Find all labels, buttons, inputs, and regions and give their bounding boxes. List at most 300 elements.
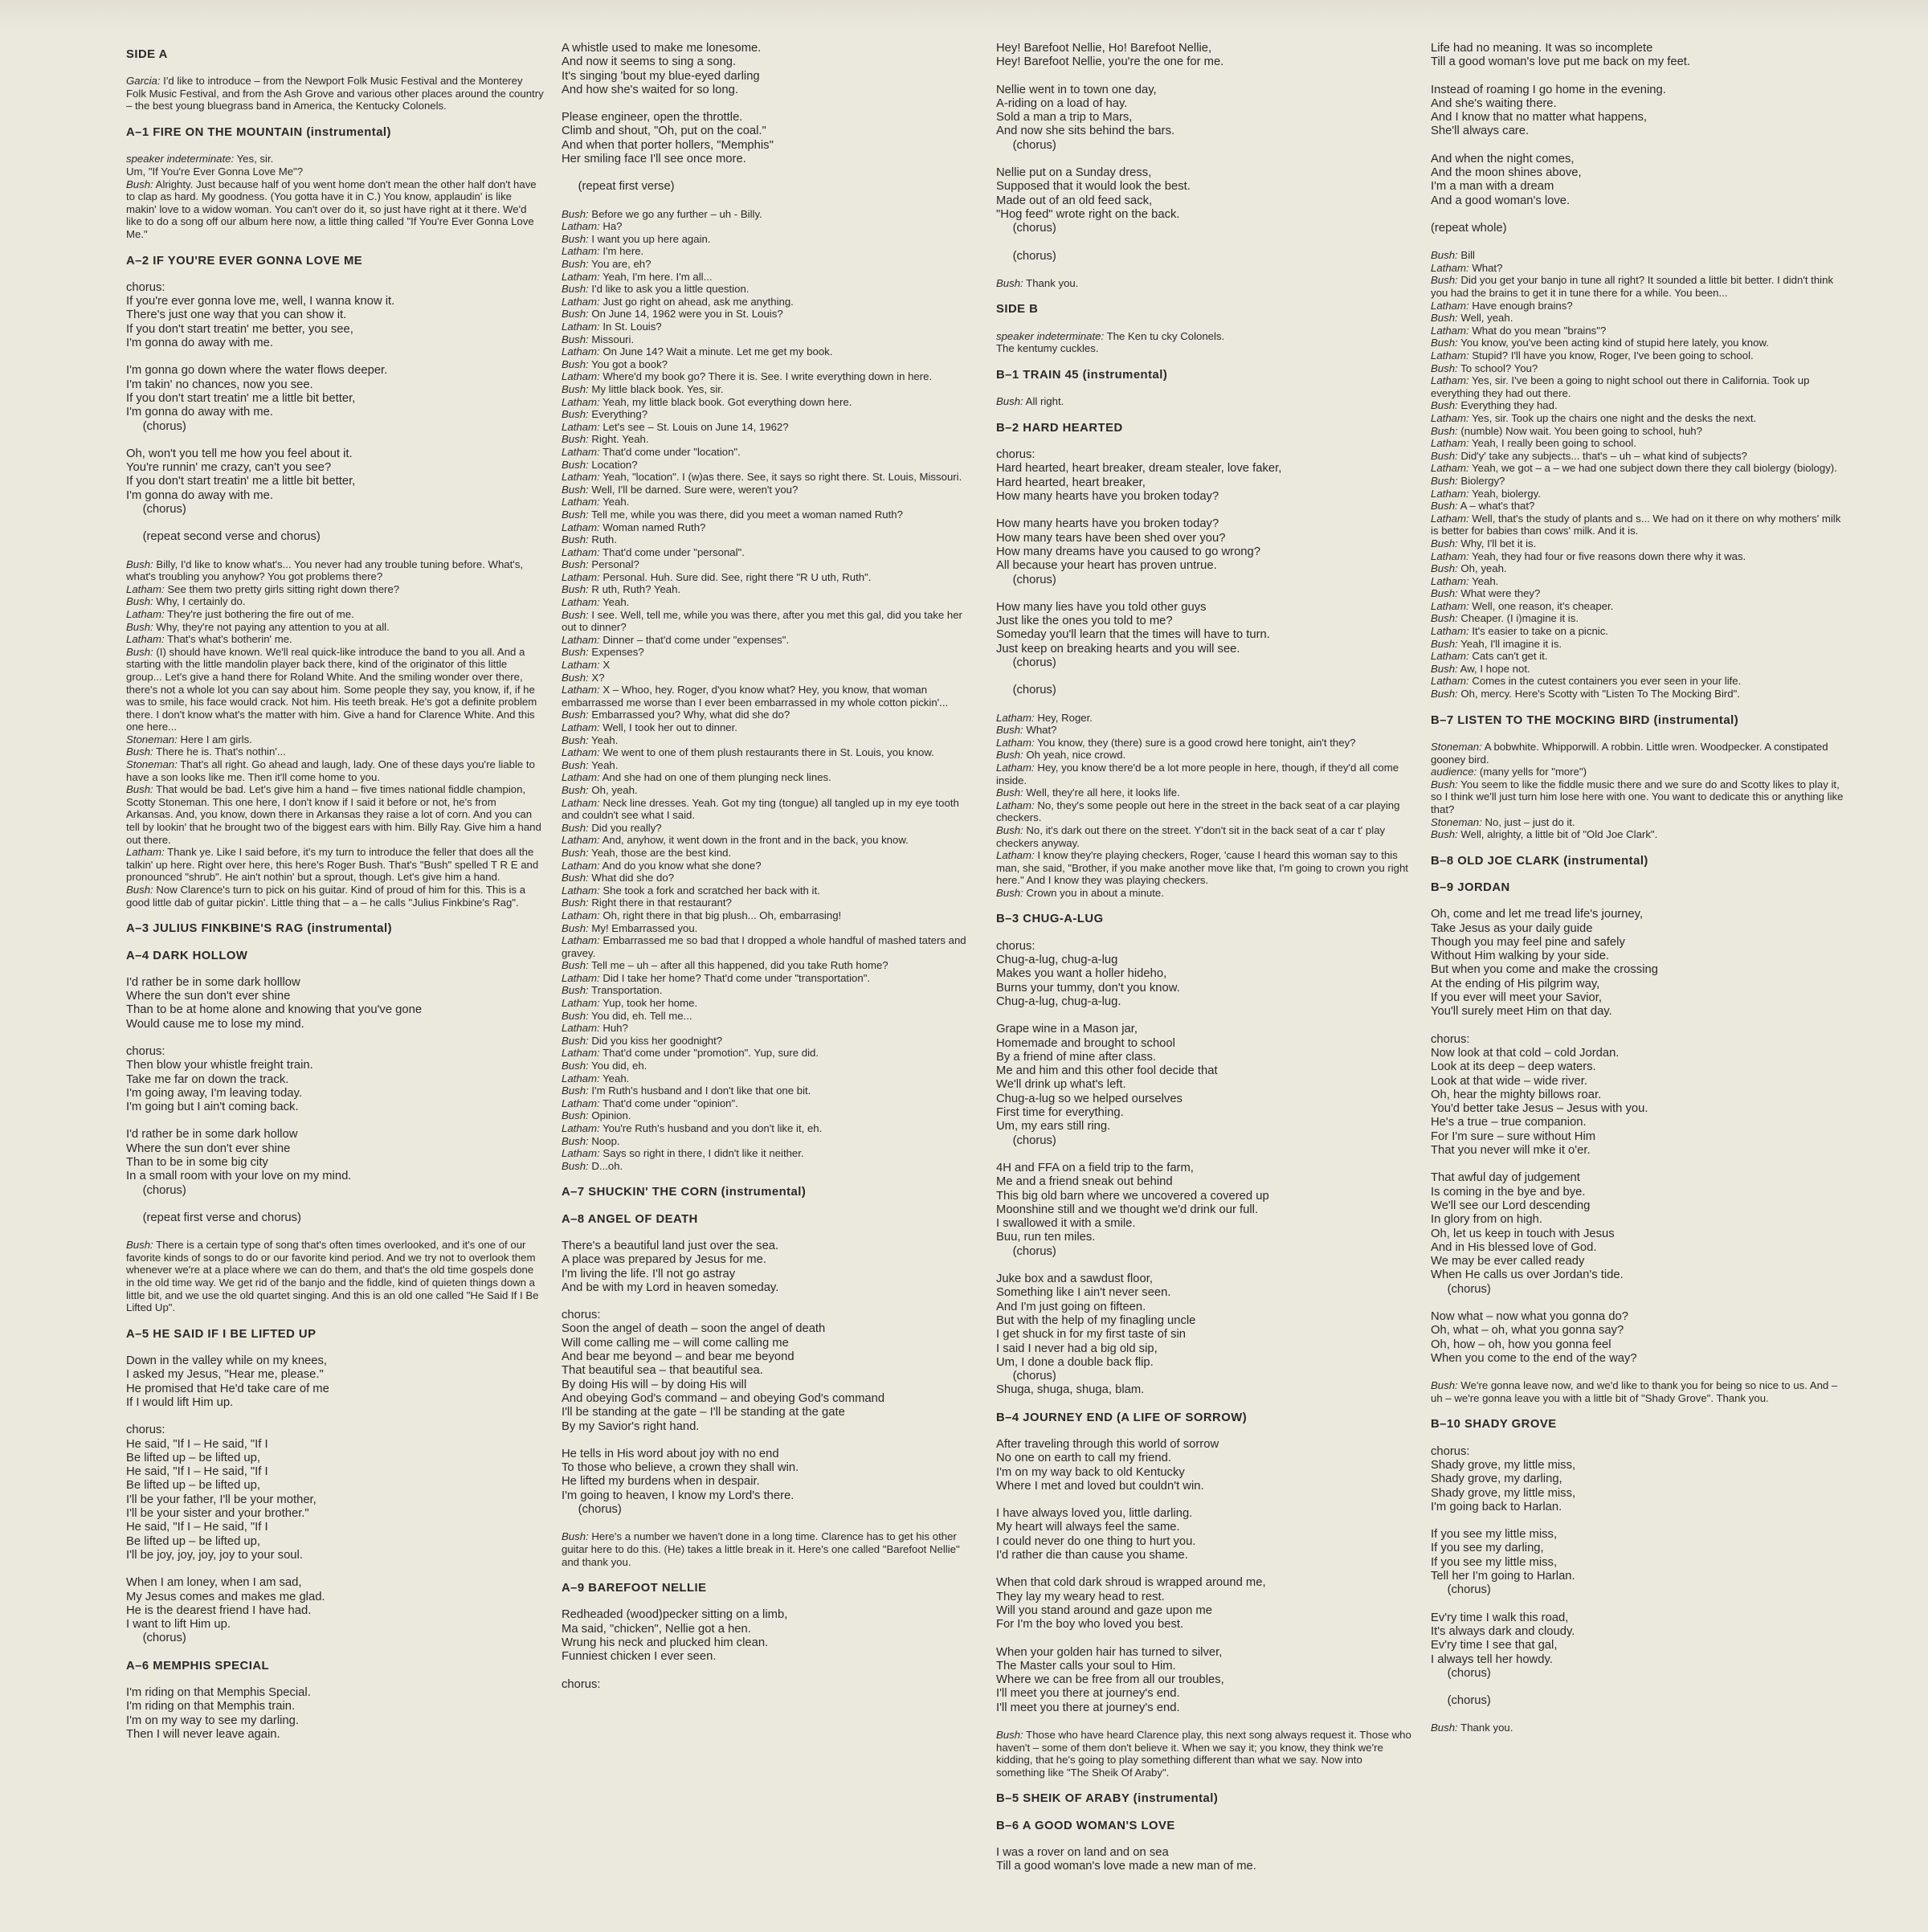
dialogue-text: Yeah, I'll imagine it is. [1457, 637, 1562, 650]
speaker-name: Latham: [562, 1122, 600, 1135]
dialogue-line [996, 712, 1414, 725]
dialogue-text: Hey, you know there'd be a lot more people in here, though, if they'd all come inside. [996, 761, 1402, 786]
dialogue-line [562, 897, 979, 909]
speaker-name: Stoneman: [1431, 740, 1482, 753]
speaker-name: Bush: [1431, 474, 1458, 487]
lyric-block: I'm riding on that Memphis Special. I'm riding on that Memphis train. I'm on my way to see my darling. Then I will never leave again. [126, 1686, 311, 1741]
dialogue-line [1431, 300, 1848, 312]
dialogue-text: There is a certain type of song that's often times overlooked, and it's one of our favorite kinds of songs to do or our favorite kind period. And we try not to overlook them whenever we're at a place where we can do them, and that's the old time gospels done in the old time way. We get rid of the banjo and the fiddle, kind of quieten things down a little bit, and we use the old quartet singing. And this is an old one called "He Said If I Be Lifted Up". [126, 1239, 542, 1314]
dialogue-text: Crown you in about a minute. [1023, 886, 1164, 899]
speaker-name: Bush: [1431, 1379, 1458, 1392]
dialogue-line [562, 1060, 979, 1072]
section-heading: B–2 HARD HEARTED [996, 421, 1123, 435]
lyric-block: I have always loved you, little darling. My heart will always feel the same. I could never do one thing to hurt you. I'd rather die than cause you shame. [996, 1507, 1196, 1562]
dialogue-text: Tell me, while you was there, did you meet a woman named Ruth? [588, 508, 903, 521]
dialogue-line [1431, 600, 1848, 613]
speaker-name: Bush: [126, 558, 153, 570]
speaker-name: Latham: [1431, 462, 1469, 475]
lyric-block: chorus: Chug-a-lug, chug-a-lug Makes you want a holler hideho, Burns your tummy, don't you know. Chug-a-lug, chug-a-lug. [996, 939, 1180, 1008]
speaker-name: Latham: [126, 607, 165, 620]
section-heading: B–5 SHEIK OF ARABY (instrumental) [996, 1792, 1219, 1806]
lyric-block: When your golden hair has turned to silver, The Master calls your soul to Him. Where we can be free from all our troubles, I'll meet you there at journey's end. I'll meet you there at journey's end. [996, 1645, 1224, 1714]
dialogue-line [562, 258, 979, 271]
speaker-name: Bush: [562, 382, 589, 395]
dialogue-text: Oh yeah, nice crowd. [1023, 749, 1126, 762]
dialogue-line [1431, 500, 1848, 513]
speaker-name: Latham: [562, 420, 600, 433]
dialogue-line [562, 245, 979, 258]
lyric-block: (repeat first verse) [562, 180, 675, 194]
dialogue-line [562, 358, 979, 371]
speaker-name: Bush: [562, 897, 589, 909]
dialogue-line [1431, 741, 1848, 766]
dialogue-line [562, 484, 979, 496]
speaker-name: audience: [1431, 766, 1477, 778]
dialogue-text: Thank ye. Like I said before, it's my turn to introduce the feller that does all the talkin' up here. Right over here, this here's Roger Bush. That's "Bush" spelled T R E and pronounced "shrub". He ain't nothin' but a sprout, though. Let's give him a hand. [126, 846, 541, 884]
speaker-name: Latham: [562, 345, 600, 358]
dialogue-line [562, 283, 979, 296]
dialogue-line [126, 558, 544, 583]
dialogue-text: The Ken tu cky Colonels. The kentumy cuckles. [996, 329, 1225, 355]
dialogue-line [562, 583, 979, 596]
speaker-name: Latham: [562, 295, 600, 308]
dialogue-text: Ha? [599, 220, 623, 233]
speaker-name: Bush: [126, 595, 153, 608]
dialogue-text: Stupid? I'll have you know, Roger, I've been going to school. [1468, 349, 1754, 362]
column-1 [126, 42, 547, 1755]
dialogue-line [1431, 475, 1848, 488]
dialogue-line [562, 847, 979, 860]
lyric-block: When that cold dark shroud is wrapped around me, They lay my weary head to rest. Will you stand around and gaze upon me For I'm the boy who loved you best. [996, 1576, 1266, 1632]
dialogue-line [1431, 778, 1848, 816]
dialogue-line [562, 759, 979, 772]
dialogue-line [1431, 374, 1848, 399]
dialogue-text: Personal. Huh. Sure did. See, right there "R U uth, Ruth". [599, 570, 872, 583]
lyric-block: There's a beautiful land just over the sea. A place was prepared by Jesus for me. I'm living the life. I'll not go astray And be with my Lord in heaven someday. [562, 1239, 779, 1294]
speaker-name: Bush: [562, 671, 589, 684]
section-heading: A–6 MEMPHIS SPECIAL [126, 1659, 270, 1673]
speaker-name: Latham: [562, 245, 600, 258]
dialogue-text: You know, you've been acting kind of stupid here lately, you know. [1457, 337, 1769, 349]
dialogue-text: X [599, 659, 611, 672]
speaker-name: Bush: [1431, 399, 1458, 412]
speaker-name: Bush: [562, 608, 589, 621]
dialogue-block [126, 75, 547, 112]
dialogue-line [126, 884, 544, 909]
dialogue-line [1431, 650, 1848, 663]
dialogue-text: Cheaper. (I i)magine it is. [1457, 612, 1579, 625]
dialogue-line [562, 634, 979, 647]
dialogue-line [126, 646, 544, 733]
dialogue-line [1431, 425, 1848, 438]
dialogue-line [562, 684, 979, 709]
dialogue-text: That'd come under "opinion". [599, 1097, 738, 1109]
speaker-name: Garcia: [126, 75, 161, 88]
lyric-block: When I am loney, when I am sad, My Jesus comes and makes me glad. He is the dearest friend I have had. I want to lift Him up. (chorus) [126, 1576, 325, 1645]
dialogue-text: My little black book. Yes, sir. [588, 382, 724, 395]
speaker-name: Latham: [996, 736, 1035, 749]
lyric-block: (repeat whole) [1431, 221, 1507, 235]
dialogue-line [996, 330, 1414, 355]
dialogue-text: Well, they're all here, it looks life. [1023, 786, 1180, 799]
dialogue-block [996, 330, 1414, 355]
dialogue-text: I know they're playing checkers, Roger, 'cause I heard this woman say to this man, she said, "Brother, if you make another move like that, I'm going to crown you right here." And I know they was playing checkers. [996, 849, 1411, 887]
dialogue-text: Huh? [599, 1022, 628, 1035]
speaker-name: Bush: [562, 921, 589, 934]
speaker-name: Bush: [562, 821, 589, 834]
dialogue-line [562, 872, 979, 884]
speaker-name: Latham: [1431, 261, 1469, 274]
speaker-name: Latham: [1431, 574, 1469, 587]
section-heading: B–3 CHUG-A-LUG [996, 913, 1104, 926]
dialogue-line [562, 734, 979, 747]
speaker-name: Bush: [562, 1034, 589, 1047]
lyric-block: chorus: Hard hearted, heart breaker, dream stealer, love faker, Hard hearted, heart breaker, How many hearts have you broken today? [996, 448, 1282, 504]
speaker-name: Latham: [1431, 349, 1469, 362]
dialogue-line [126, 178, 544, 241]
dialogue-line [562, 1084, 979, 1097]
dialogue-text: Why, I certainly do. [153, 595, 246, 608]
dialogue-text: Bill [1457, 249, 1475, 262]
dialogue-text: (numble) Now wait. You been going to school, huh? [1457, 424, 1702, 437]
dialogue-text: Embarrassed you? Why, what did she do? [588, 709, 790, 721]
dialogue-line [1431, 537, 1848, 550]
speaker-name: Bush: [996, 886, 1023, 899]
dialogue-text: Comes in the cutest containers you ever seen in your life. [1468, 675, 1742, 688]
dialogue-line [126, 1239, 544, 1314]
section-heading: A–1 FIRE ON THE MOUNTAIN (instrumental) [126, 126, 391, 140]
dialogue-line [562, 1035, 979, 1048]
speaker-name: Latham: [996, 761, 1035, 774]
dialogue-text: What were they? [1457, 587, 1541, 600]
dialogue-block [1431, 1722, 1848, 1734]
dialogue-text: On June 14, 1962 were you in St. Louis? [588, 308, 783, 321]
speaker-name: Bush: [562, 846, 589, 859]
dialogue-line [562, 934, 979, 959]
dialogue-line [562, 509, 979, 521]
dialogue-text: That'd come under "location". [599, 445, 741, 458]
speaker-name: Latham: [1431, 549, 1469, 562]
dialogue-text: That's all right. Go ahead and laugh, lady. One of these days you're liable to have a son looks like me. Then it'll come home to you. [126, 758, 538, 783]
lyric-block: chorus: Then blow your whistle freight train. Take me far on down the track. I'm going away, I'm leaving today. I'm going but I ain't coming back. [126, 1044, 313, 1114]
dialogue-line [996, 799, 1414, 824]
dialogue-text: Well, alrighty, a little bit of "Old Joe Clark". [1457, 828, 1658, 841]
dialogue-text: I'm Ruth's husband and I don't like that one bit. [588, 1084, 811, 1097]
dialogue-block [1431, 1379, 1848, 1404]
dialogue-line [1431, 675, 1848, 688]
dialogue-line [562, 1530, 979, 1568]
section-heading: B–4 JOURNEY END (A LIFE OF SORROW) [996, 1411, 1248, 1424]
speaker-name: Bush: [1431, 587, 1458, 600]
dialogue-line [562, 308, 979, 321]
section-heading: B–10 SHADY GROVE [1431, 1418, 1557, 1432]
lyric-block: After traveling through this world of sorrow No one on earth to call my friend. I'm on my way back to old Kentucky Where I met and loved but couldn't win. [996, 1437, 1219, 1493]
dialogue-text: Billy, I'd like to know what's... You never had any trouble tuning before. What's, what's troubling you anyhow? You got problems there? [126, 558, 526, 583]
dialogue-block [562, 1530, 979, 1568]
dialogue-line [996, 1729, 1414, 1779]
dialogue-line [562, 784, 979, 797]
speaker-name: Bush: [1431, 249, 1458, 262]
dialogue-line [126, 583, 544, 596]
dialogue-line [562, 533, 979, 546]
dialogue-block [1431, 249, 1848, 700]
dialogue-line [562, 746, 979, 759]
dialogue-line [126, 153, 544, 178]
dialogue-line [1431, 262, 1848, 275]
dialogue-text: Well, that's the study of plants and s... We had on it there on why mothers' milk is better for babies than cows' milk. And it is. [1431, 512, 1844, 537]
dialogue-line [1431, 362, 1848, 375]
dialogue-text: X – Whoo, hey. Roger, d'you know what? Hey, you know, that woman embarrassed me worse than I ever been embarrassed in my whole cotton pickin'... [562, 684, 949, 709]
dialogue-text: Location? [588, 458, 638, 471]
speaker-name: Stoneman: [1431, 815, 1482, 828]
lyric-block: I'd rather be in some dark holllow Where the sun don't ever shine Than to be at home alone and knowing that you've gone Would cause me to lose my mind. [126, 975, 423, 1031]
speaker-name: Latham: [1431, 437, 1469, 450]
dialogue-line [996, 395, 1414, 408]
dialogue-line [562, 1072, 979, 1085]
speaker-name: Latham: [562, 220, 600, 233]
speaker-name: Bush: [562, 533, 589, 546]
dialogue-line [126, 633, 544, 646]
dialogue-text: You seem to like the fiddle music there and we sure do and Scotty likes to play it, so I think we'll just turn him lose here with one. You want to dedicate this or anything like that? [1431, 778, 1847, 815]
speaker-name: Latham: [562, 471, 600, 484]
dialogue-text: That's what's botherin' me. [164, 633, 292, 646]
dialogue-text: Aw, I hope not. [1457, 662, 1530, 675]
dialogue-text: On June 14? Wait a minute. Let me get my book. [599, 345, 833, 358]
dialogue-text: Why, they're not paying any attention to you at all. [153, 620, 390, 633]
dialogue-line [1431, 513, 1848, 537]
dialogue-text: We went to one of them plush restaurants there in St. Louis, you know. [599, 746, 934, 759]
lyric-block: A whistle used to make me lonesome. And now it seems to sing a song. It's singing 'bout my blue-eyed darling And how she's waited for so long. [562, 42, 762, 96]
speaker-name: Bush: [126, 884, 153, 897]
speaker-name: Bush: [1431, 500, 1458, 513]
dialogue-text: (I) should have known. We'll real quick-like introduce the band to you all. And a starting with the little mandolin player back there, kind of the originator of this little group... Let's give a hand there for Roland White. And the smiling wonder over there, there's not a whole lot you can say about him. Some people they say, you know, if, if he was to smile, his face would crack. Not him. His teeth break. He's got a definite problem there. I don't know what's the matter with him. Give a hand for Clarence White. And this one here... [126, 645, 540, 733]
dialogue-line [1431, 663, 1848, 676]
dialogue-line [1431, 399, 1848, 412]
speaker-name: Bush: [562, 283, 589, 296]
dialogue-text: You are, eh? [588, 258, 652, 271]
lyric-block: (chorus) [1431, 1694, 1491, 1708]
speaker-name: Latham: [562, 746, 600, 759]
speaker-name: Bush: [562, 483, 589, 496]
dialogue-text: To school? You? [1457, 361, 1538, 374]
dialogue-line [126, 595, 544, 608]
lyric-block: Ev'ry time I walk this road, It's always dark and cloudy. Ev'ry time I see that gal, I always tell her howdy. (chorus) [1431, 1611, 1575, 1680]
speaker-name: Bush: [996, 823, 1023, 836]
lyric-block: Redheaded (wood)pecker sitting on a limb, Ma said, "chicken", Nellie got a hen. Wrung his neck and plucked him clean. Funniest chicken I ever seen. [562, 1608, 788, 1664]
dialogue-line [562, 1109, 979, 1122]
dialogue-line [562, 271, 979, 284]
dialogue-text: You know, they (there) sure is a good crowd here tonight, ain't they? [1034, 736, 1356, 749]
dialogue-text: A bobwhite. Whipporwill. A robbin. Little wren. Woodpecker. A constipated gooney bird. [1431, 740, 1832, 766]
dialogue-text: You're Ruth's husband and you don't like it, eh. [599, 1122, 823, 1135]
speaker-name: Latham: [562, 270, 600, 283]
dialogue-line [562, 834, 979, 847]
speaker-name: Latham: [562, 395, 600, 408]
speaker-name: Latham: [562, 997, 600, 1010]
speaker-name: Latham: [996, 711, 1035, 724]
dialogue-text: Everything? [588, 408, 648, 421]
speaker-name: Latham: [562, 796, 600, 809]
lyric-block: (chorus) [996, 249, 1056, 263]
lyric-block: And when the night comes, And the moon shines above, I'm a man with a dream And a good woman's love. [1431, 152, 1582, 207]
dialogue-line [126, 745, 544, 758]
speaker-name: Bush: [126, 1239, 153, 1252]
speaker-name: Latham: [562, 321, 600, 333]
speaker-name: Bush: [562, 1134, 589, 1147]
speaker-name: Bush: [126, 745, 153, 758]
speaker-name: Latham: [996, 849, 1035, 862]
dialogue-line [1431, 612, 1848, 625]
speaker-name: Bush: [562, 333, 589, 345]
dialogue-text: Yeah, we got – a – we had one subject down there they call biolergy (biology). [1468, 462, 1837, 475]
dialogue-text: D...oh. [588, 1159, 623, 1172]
speaker-name: speaker indeterminate: [996, 329, 1105, 342]
dialogue-line [562, 220, 979, 233]
speaker-name: Bush: [562, 433, 589, 446]
section-heading: B–1 TRAIN 45 (instrumental) [996, 368, 1168, 382]
dialogue-line [562, 521, 979, 534]
dialogue-text: Yes, sir. Um, "If You're Ever Gonna Love Me"? [126, 153, 304, 178]
dialogue-block [126, 1239, 544, 1314]
speaker-name: Bush: [1431, 424, 1458, 437]
dialogue-line [1431, 249, 1848, 262]
lyric-block: 4H and FFA on a field trip to the farm, Me and a friend sneak out behind This big old barn where we uncovered a covered up Moonshine still and we thought we'd drink our full. I swallowed it with a smile. Buu, run ten miles. (chorus) [996, 1161, 1269, 1258]
dialogue-line [562, 972, 979, 985]
lyric-block: Down in the valley while on my knees, I asked my Jesus, "Hear me, please." He promised that He'd take care of me If I would lift Him up. [126, 1354, 329, 1409]
speaker-name: Bush: [562, 258, 589, 271]
dialogue-line [126, 621, 544, 634]
dialogue-text: Those who have heard Clarence play, this next song always request it. Those who haven't – some of them don't believe it. When we say it; you know, they think we're kidding, that he's going to play something different than what we say. Now into something like "The Sheik Of Araby". [996, 1729, 1415, 1779]
speaker-name: Bush: [1431, 361, 1458, 374]
speaker-name: Bush: [1431, 778, 1458, 790]
dialogue-line [1431, 274, 1848, 299]
dialogue-text: Yeah, those are the best kind. [588, 846, 732, 859]
speaker-name: speaker indeterminate: [126, 153, 235, 165]
speaker-name: Bush: [562, 408, 589, 421]
speaker-name: Latham: [126, 633, 165, 646]
lyric-block: How many lies have you told other guys Just like the ones you told to me? Someday you'll learn that the times will have to turn. Just keep on breaking hearts and you will see. (chorus) [996, 600, 1270, 669]
dialogue-text: Where'd my book go? There it is. See. I write everything down in here. [599, 370, 933, 383]
dialogue-line [996, 849, 1414, 887]
dialogue-text: Yeah, I'm here. I'm all... [599, 270, 713, 283]
dialogue-line [562, 433, 979, 446]
dialogue-text: Right there in that restaurant? [588, 897, 732, 909]
dialogue-text: (many yells for "more") [1477, 766, 1587, 778]
section-heading: A–4 DARK HOLLOW [126, 949, 248, 962]
dialogue-text: Embarrassed me so bad that I dropped a whole handful of mashed taters and gravey. [562, 934, 970, 959]
dialogue-line [562, 1135, 979, 1148]
dialogue-text: Yeah, biolergy. [1468, 487, 1541, 500]
speaker-name: Bush: [996, 1729, 1023, 1742]
speaker-name: Latham: [1431, 299, 1469, 312]
speaker-name: Bush: [562, 1009, 589, 1022]
lyric-block: chorus: If you're ever gonna love me, well, I wanna know it. There's just one way that you can show it. If you don't start treatin' me better, you see, I'm gonna do away with me. [126, 280, 395, 350]
dialogue-line [562, 546, 979, 559]
speaker-name: Bush: [562, 558, 589, 571]
dialogue-line [562, 208, 979, 221]
column-4 [1431, 42, 1848, 1748]
speaker-name: Latham: [562, 545, 600, 558]
dialogue-text: Here's a number we haven't done in a long time. Clarence has to get his other guitar here to do this. (He) takes a little break in it. Here's one called "Barefoot Nellie" and thank you. [562, 1530, 963, 1568]
lyric-block: I'd rather be in some dark hollow Where the sun don't ever shine Than to be in some big city In a small room with your love on my mind. (chorus) [126, 1128, 352, 1197]
speaker-name: Latham: [562, 684, 600, 696]
section-heading: A–3 JULIUS FINKBINE'S RAG (instrumental) [126, 922, 393, 936]
dialogue-text: Let's see – St. Louis on June 14, 1962? [599, 420, 789, 433]
dialogue-text: What? [1023, 724, 1057, 737]
dialogue-text: She took a fork and scratched her back with it. [599, 884, 820, 897]
lyric-block: Nellie put on a Sunday dress, Supposed that it would look the best. Made out of an old feed sack, "Hog feed" wrote right on the back. (chorus) [996, 166, 1191, 235]
speaker-name: Latham: [562, 1072, 600, 1084]
speaker-name: Latham: [126, 582, 165, 595]
dialogue-text: Here I am girls. [177, 733, 252, 745]
speaker-name: Latham: [562, 884, 600, 897]
speaker-name: Bush: [562, 1530, 589, 1543]
speaker-name: Latham: [1431, 650, 1469, 663]
dialogue-text: I want you up here again. [588, 232, 711, 245]
dialogue-text: Well, I'll be darned. Sure were, weren't you? [588, 483, 799, 496]
speaker-name: Bush: [1431, 828, 1458, 841]
dialogue-line [562, 496, 979, 509]
speaker-name: Latham: [562, 1047, 600, 1060]
speaker-name: Bush: [996, 786, 1023, 799]
dialogue-line [1431, 488, 1848, 500]
dialogue-line [562, 471, 979, 484]
speaker-name: Latham: [1431, 599, 1469, 612]
dialogue-line [562, 959, 979, 972]
dialogue-line [1431, 450, 1848, 463]
dialogue-text: Yeah. [599, 1072, 630, 1084]
speaker-name: Bush: [1431, 449, 1458, 462]
dialogue-line [562, 659, 979, 672]
speaker-name: Bush: [1431, 337, 1458, 349]
dialogue-text: See them two pretty girls sitting right down there? [164, 582, 400, 595]
speaker-name: Bush: [1431, 312, 1458, 325]
speaker-name: Latham: [562, 521, 600, 533]
speaker-name: Bush: [126, 645, 153, 658]
lyric-block: Nellie went in to town one day, A-riding on a load of hay. Sold a man a trip to Mars, And now she sits behind the bars. (chorus) [996, 83, 1175, 152]
speaker-name: Stoneman: [126, 733, 178, 745]
dialogue-line [562, 333, 979, 346]
section-heading: A–2 IF YOU'RE EVER GONNA LOVE ME [126, 254, 363, 268]
lyric-block: He tells in His word about joy with no end To those who believe, a crown they shall win. He lifted my burdens when in despair. I'm going to heaven, I know my Lord's there. (chorus) [562, 1447, 799, 1517]
column-3 [996, 42, 1414, 1888]
dialogue-text: Yeah, I really been going to school. [1468, 437, 1636, 450]
dialogue-line [562, 922, 979, 935]
dialogue-text: We're gonna leave now, and we'd like to thank you for being so nice to us. And – uh – we're gonna leave you with a little bit of "Shady Grove". Thank you. [1431, 1379, 1840, 1404]
dialogue-line [562, 860, 979, 872]
speaker-name: Latham: [1431, 625, 1469, 638]
dialogue-block [996, 712, 1414, 900]
speaker-name: Bush: [562, 583, 589, 596]
dialogue-text: Yeah, my little black book. Got everything down here. [599, 395, 852, 408]
speaker-name: Bush: [1431, 1722, 1458, 1734]
lyric-block: chorus: Soon the angel of death – soon the angel of death Will come calling me – will come calling me And bear me beyond – and bear me beyond That beautiful sea – that beautiful sea. By doing His will – by doing His will And obeying God's command – and obeying God's command I'll be standing at the gate – I'll be standing at the gate By my Savior's right hand. [562, 1309, 885, 1433]
lyric-block: Juke box and a sawdust floor, Something like I ain't never seen. And I'm just going on fifteen. But with the help of my finagling uncle I get shuck in for my first taste of sin I said I never had a big old sip, Um, I done a double back flip. (chorus) Shuga, shuga, shuga, blam. [996, 1272, 1196, 1397]
speaker-name: Latham: [1431, 374, 1469, 387]
dialogue-text: Well, one reason, it's cheaper. [1468, 599, 1614, 612]
lyric-block: (repeat first verse and chorus) [126, 1211, 301, 1224]
dialogue-line [996, 786, 1414, 799]
speaker-name: Bush: [562, 232, 589, 245]
dialogue-line [562, 571, 979, 584]
speaker-name: Bush: [996, 395, 1023, 408]
section-heading: B–8 OLD JOE CLARK (instrumental) [1431, 854, 1648, 868]
dialogue-text: You did, eh. Tell me... [588, 1009, 692, 1022]
dialogue-line [562, 797, 979, 822]
speaker-name: Bush: [1431, 662, 1458, 675]
speaker-name: Latham: [1431, 411, 1469, 424]
dialogue-text: Woman named Ruth? [599, 521, 706, 533]
